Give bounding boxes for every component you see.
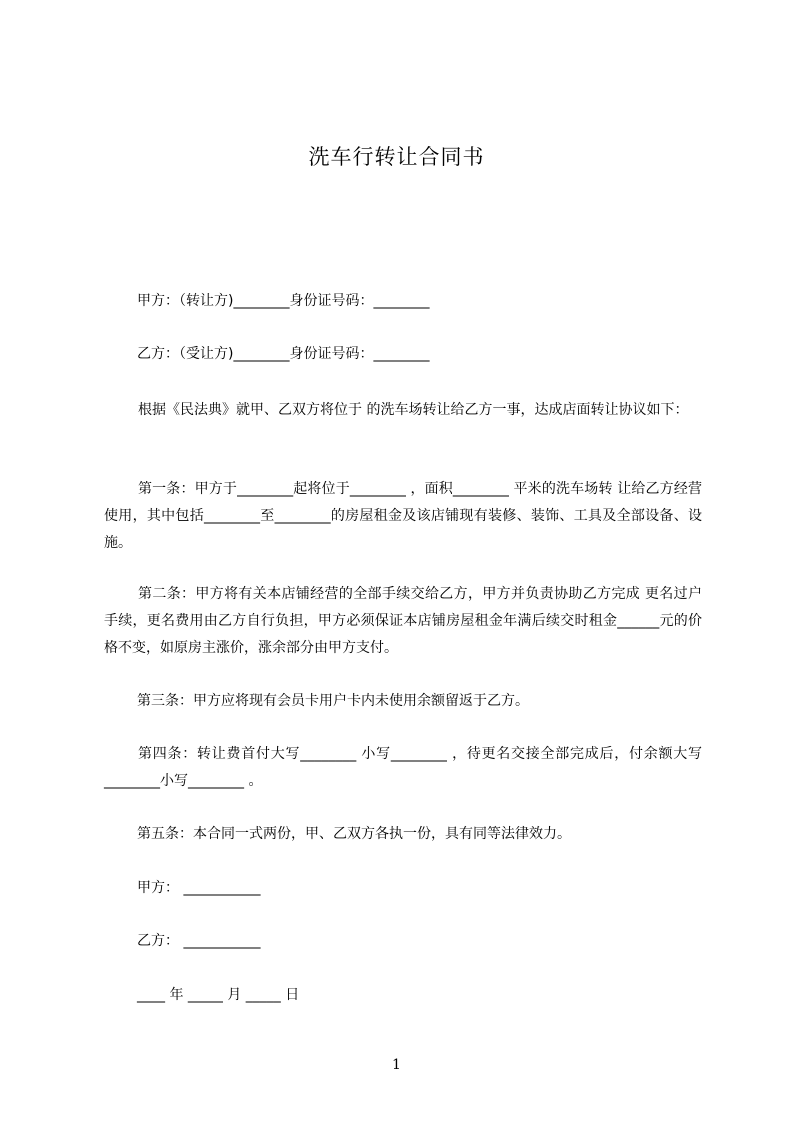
clause-1: 第一条：甲方于________起将位于________ ，面积________ 平米的洗车场转 让给乙方经营使用，其中包括________至________的房屋租金及该店铺现有装修、装饰、工具及全部设备、设施。 (104, 481, 702, 551)
date-line: ____ 年 _____ 月 _____ 日 (137, 987, 300, 1003)
clause-4: 第四条：转让费首付大写________ 小写________ ，待更名交接全部完成后，付余额大写 ________小写________ 。 (104, 746, 702, 789)
clause-2: 第二条：甲方将有关本店铺经营的全部手续交给乙方，甲方并负责协助乙方完成 更名过户手续，更名费用由乙方自行负担，甲方必须保证本店铺房屋租金年满后续交时租金______元的价格不变，如原房主涨价，涨余部分由甲方支付。 (104, 586, 702, 656)
clause-3: 第三条：甲方应将现有会员卡用户卡内未使用余额留返于乙方。 (137, 693, 529, 709)
intro-paragraph: 根据《民法典》就甲、乙双方将位于 的洗车场转让给乙方一事，达成店面转让协议如下： (138, 402, 689, 418)
page-number: 1 (392, 1057, 401, 1073)
signature-party-a: 甲方： ___________ (137, 880, 261, 896)
clause-5: 第五条：本合同一式两份，甲、乙双方各执一份，具有同等法律效力。 (137, 826, 571, 842)
party-b-line: 乙方：（受让方)________身份证号码：________ (137, 346, 430, 362)
document-title: 洗车行转让合同书 (308, 145, 485, 169)
signature-party-b: 乙方： ___________ (137, 933, 261, 949)
party-a-line: 甲方：（转让方)________身份证号码：________ (137, 293, 430, 309)
